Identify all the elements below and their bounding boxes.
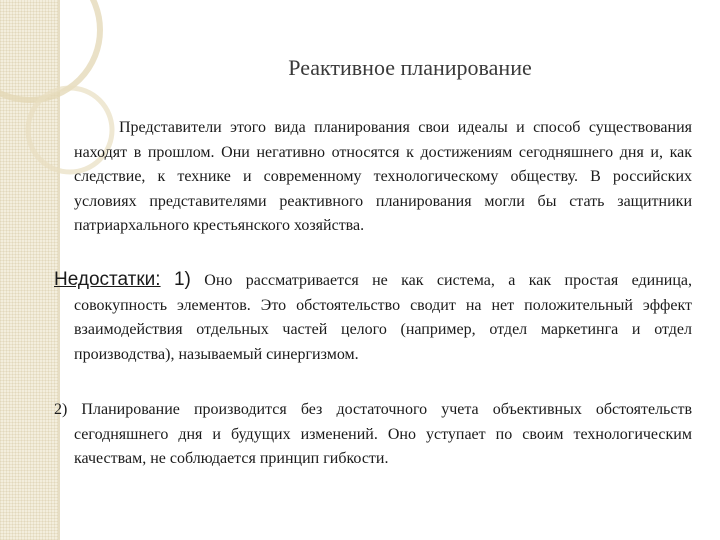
intro-paragraph: Представители этого вида планирования свои идеалы и способ существования находят в прошлом. Они негативно относятся к достижениям сегодняшнего дня и, как следствие, к технике и современному технологическому обществу. В российских условиях представителями реактивного планирования могли бы стать защитники патриархального крестьянского хозяйства. xyxy=(74,119,692,235)
drawback-item-1 xyxy=(54,268,692,367)
slide-title: Реактивное планирование xyxy=(288,55,532,80)
drawbacks-label: Недостатки: xyxy=(54,269,161,290)
item-1-text: Оно рассматривается не как система, а как простая единица, совокупность элементов. Это обстоятельство сводит на нет положительный эффект взаимодействия отдельных частей целого (например, отдел маркетинга и отдел производства), называемый синергизмом. xyxy=(74,272,693,363)
drawback-item-2 xyxy=(54,398,692,472)
item-2-text: Планирование производится без достаточного учета объективных обстоятельств сегодняшнего дня и будущих изменений. Оно уступает по своим технологическим качествам, не соблюдается принцип гибкости. xyxy=(74,401,693,468)
item-2-number: 2) xyxy=(54,401,68,418)
deco-circle-large xyxy=(0,0,100,100)
item-1-number: 1) xyxy=(173,269,191,290)
